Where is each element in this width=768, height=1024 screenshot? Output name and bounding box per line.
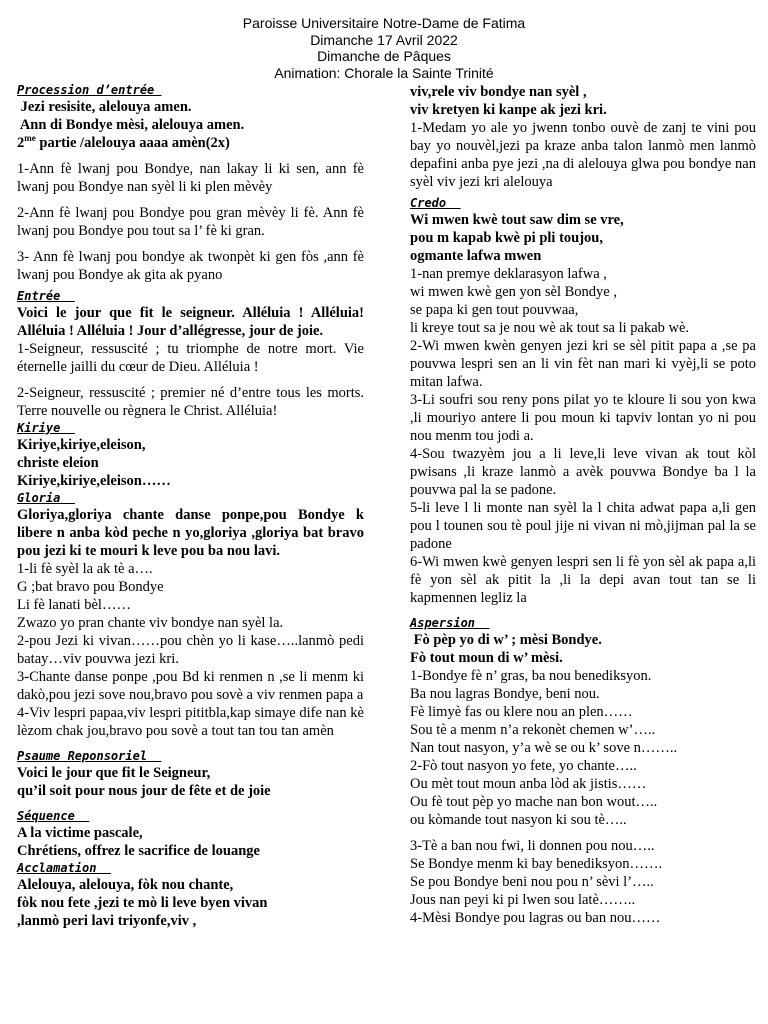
aspersion-verse-2b: Ou mèt tout moun anba lòd ak jistis……: [410, 776, 647, 792]
psaume-heading: Psaume Reponsoriel: [17, 749, 162, 763]
gloria-verse-1d: Zwazo yo pran chante viv bondye nan syèl la.: [17, 615, 284, 631]
credo-verse-2: 2-Wi mwen kwèn genyen jezi kri se sèl pitit papa a ,se pa pouvwa lespri sen an li vin fèt nan mari ki vyèj,li se poto mitan lafwa.: [410, 338, 756, 390]
kiriye-line-1: Kiriye,kiriye,eleison,: [17, 437, 146, 453]
credo-verse-4: 4-Sou twazyèm jou a li leve,li leve vivan ak tout kòl pwisans ,li kraze lanmò a avèk pouvwa Bondye ba l la pouvwa pal la se padone.: [410, 446, 756, 498]
psaume-line-1: Voici le jour que fit le Seigneur,: [17, 765, 211, 781]
kiriye-heading: Kiriye: [17, 421, 75, 435]
left-column: [17, 82, 364, 930]
kiriye-line-3: Kiriye,kiriye,eleison……: [17, 473, 171, 489]
procession-verse-3: 3- Ann fè lwanj pou bondye ak twonpèt ki gen fòs ,ann fè lwanj pou Bondye ak gita ak pyano: [17, 249, 364, 283]
entree-heading: Entrée: [17, 289, 75, 303]
choir-animation: Animation: Chorale la Sainte Trinité: [274, 64, 494, 81]
credo-refrain-2: pou m kapab kwè pi pli toujou,: [410, 230, 603, 246]
entree-refrain: Voici le jour que fit le seigneur. Alléluia ! Alléluia! Alléluia ! Alléluia ! Jour d’allégresse, jour de joie.: [17, 305, 364, 339]
bulletin-header: [0, 15, 768, 81]
acclamation-verse-1: 1-Medam yo ale yo jwenn tonbo ouvè de zanj te vini pou bay yo nouvèl,jezi pa kraze anba talon lanmò men lanmò depafini anba pye jezi ,na di alelouya glwa pou bondye nan syèl viv jezi kri alelouya: [410, 120, 756, 190]
procession-heading: Procession d’entrée: [17, 83, 162, 97]
credo-verse-1a: 1-nan premye deklarasyon lafwa ,: [410, 266, 607, 282]
aspersion-verse-2a: 2-Fò tout nasyon yo fete, yo chante…..: [410, 758, 637, 774]
entree-verse-1: 1-Seigneur, ressuscité ; tu triomphe de notre mort. Vie éternelle jailli du cœur de Dieu. Alléluia !: [17, 341, 364, 375]
aspersion-refrain-1: Fò pèp yo di w’ ; mèsi Bondye.: [410, 632, 602, 648]
gloria-verse-1a: 1-li fè syèl la ak tè a….: [17, 561, 153, 577]
aspersion-verse-1e: Nan tout nasyon, y’a wè se ou k’ sove n……..: [410, 740, 678, 756]
sequence-line-2: Chrétiens, offrez le sacrifice de louange: [17, 843, 260, 859]
acclamation-line-2: fòk nou fete ,jezi te mò li leve byen vivan: [17, 895, 268, 911]
part-number: 2: [17, 135, 25, 151]
sequence-line-1: A la victime pascale,: [17, 825, 143, 841]
aspersion-verse-2d: ou kòmande tout nasyon ki sou tè…..: [410, 812, 627, 828]
gloria-refrain: Gloriya,gloriya chante danse ponpe,pou Bondye k libere n anba kòd peche n yo,gloriya ,gloriya bat bravo pou jezi ki te mouri k leve pou ba nou lavi.: [17, 507, 364, 559]
aspersion-verse-3d: Jous nan peyi ki pi lwen sou latè……..: [410, 892, 636, 908]
credo-verse-1c: se papa ki gen tout pouvwaa,: [410, 302, 579, 318]
gloria-verse-1b: G ;bat bravo pou Bondye: [17, 579, 164, 595]
acclamation-line-3: ,lanmò peri lavi triyonfe,viv ,: [17, 913, 197, 929]
aspersion-verse-3a: 3-Tè a ban nou fwi, li donnen pou nou…..: [410, 838, 655, 854]
procession-refrain-2: Ann di Bondye mèsi, alelouya amen.: [17, 117, 245, 133]
credo-verse-1b: wi mwen kwè gen yon sèl Bondye ,: [410, 284, 617, 300]
liturgical-day: Dimanche de Pâques: [317, 48, 451, 64]
part-text: partie /alelouya aaaa amèn(2x): [35, 135, 230, 151]
acclamation-cont-line-1: viv,rele viv bondye nan syèl ,: [410, 84, 587, 100]
procession-refrain-1: Jezi resisite, alelouya amen.: [17, 99, 192, 115]
credo-verse-6: 6-Wi mwen kwè genyen lespri sen li fè yon sèl ak papa a,li fè yon sèl ak pitit la ,li la depi avan tout tan se li kapmennen legliz la: [410, 554, 756, 606]
acclamation-cont-line-2: viv kretyen ki kanpe ak jezi kri.: [410, 102, 607, 118]
aspersion-verse-3c: Se pou Bondye beni nou pou n’ sèvi l’…..: [410, 874, 654, 890]
credo-heading: Credo: [410, 196, 461, 210]
acclamation-line-1: Alelouya, alelouya, fòk nou chante,: [17, 877, 234, 893]
gloria-verse-2: 2-pou Jezi ki vivan……pou chèn yo li kase…..lanmò pedi batay…viv pouvwa jezi kri.: [17, 633, 364, 667]
parish-name: Paroisse Universitaire Notre-Dame de Fatima: [242, 15, 526, 31]
credo-verse-5: 5-li leve l li monte nan syèl la l chita adwat papa a,li gen pou l tounen sou tè poul jije ni vivan ni mò,jijman pal la se padone: [410, 500, 756, 552]
aspersion-heading: Aspersion: [410, 616, 490, 630]
gloria-verse-4: 4-Viv lespri papaa,viv lespri pititbla,kap simaye dife nan kè lèzom chak jou,bravo pou sovè a tout tan tou tan amèn: [17, 705, 364, 739]
credo-verse-1d: li kreye tout sa je nou wè ak tout sa li pakab wè.: [410, 320, 690, 336]
aspersion-verse-1a: 1-Bondye fè n’ gras, ba nou benediksyon.: [410, 668, 652, 684]
kiriye-line-2: christe eleion: [17, 455, 99, 471]
entree-verse-2: 2-Seigneur, ressuscité ; premier né d’entre tous les morts. Terre nouvelle ou règnera le Christ. Alléluia!: [17, 385, 364, 419]
acclamation-heading: Acclamation: [17, 861, 111, 875]
procession-verse-2: 2-Ann fè lwanj pou Bondye pou gran mèvèy li fè. Ann fè lwanj pou Bondye pou tout sa l’ fè ki gran.: [17, 205, 364, 239]
aspersion-verse-4: 4-Mèsi Bondye pou lagras ou ban nou……: [410, 910, 661, 926]
procession-refrain-3: [17, 134, 364, 152]
credo-refrain-1: Wi mwen kwè tout saw dim se vre,: [410, 212, 624, 228]
right-column: [410, 83, 756, 927]
psaume-line-2: qu’il soit pour nous jour de fête et de joie: [17, 783, 271, 799]
gloria-verse-1c: Li fè lanati bèl……: [17, 597, 131, 613]
aspersion-refrain-2: Fò tout moun di w’ mèsi.: [410, 650, 563, 666]
sequence-heading: Séquence: [17, 809, 90, 823]
aspersion-verse-2c: Ou fè tout pèp yo mache nan bon wout…..: [410, 794, 658, 810]
aspersion-verse-1c: Fè limyè fas ou klere nou an plen……: [410, 704, 633, 720]
credo-refrain-3: ogmante lafwa mwen: [410, 248, 542, 264]
part-suffix: me: [24, 133, 36, 144]
aspersion-verse-1d: Sou tè a menm n’a rekonèt chemen w’…..: [410, 722, 656, 738]
service-date: Dimanche 17 Avril 2022: [310, 31, 458, 48]
aspersion-verse-1b: Ba nou lagras Bondye, beni nou.: [410, 686, 600, 702]
credo-verse-3: 3-Li soufri sou reny pons pilat yo te kloure li sou yon kwa ,li mouriyo antere li pou moun ki tapviv lontan yo ni pou nou menm tou jodi a.: [410, 392, 756, 444]
gloria-heading: Gloria: [17, 491, 75, 505]
procession-verse-1: 1-Ann fè lwanj pou Bondye, nan lakay li ki sen, ann fè lwanj pou Bondye nan syèl li ki plen mèvèy: [17, 161, 364, 195]
gloria-verse-3: 3-Chante danse ponpe ,pou Bd ki renmen n ,se li menm ki dakò,pou jezi sove nou,bravo pou sovè a viv renmen papa a: [17, 669, 364, 703]
aspersion-verse-3b: Se Bondye menm ki bay benediksyon…….: [410, 856, 663, 872]
